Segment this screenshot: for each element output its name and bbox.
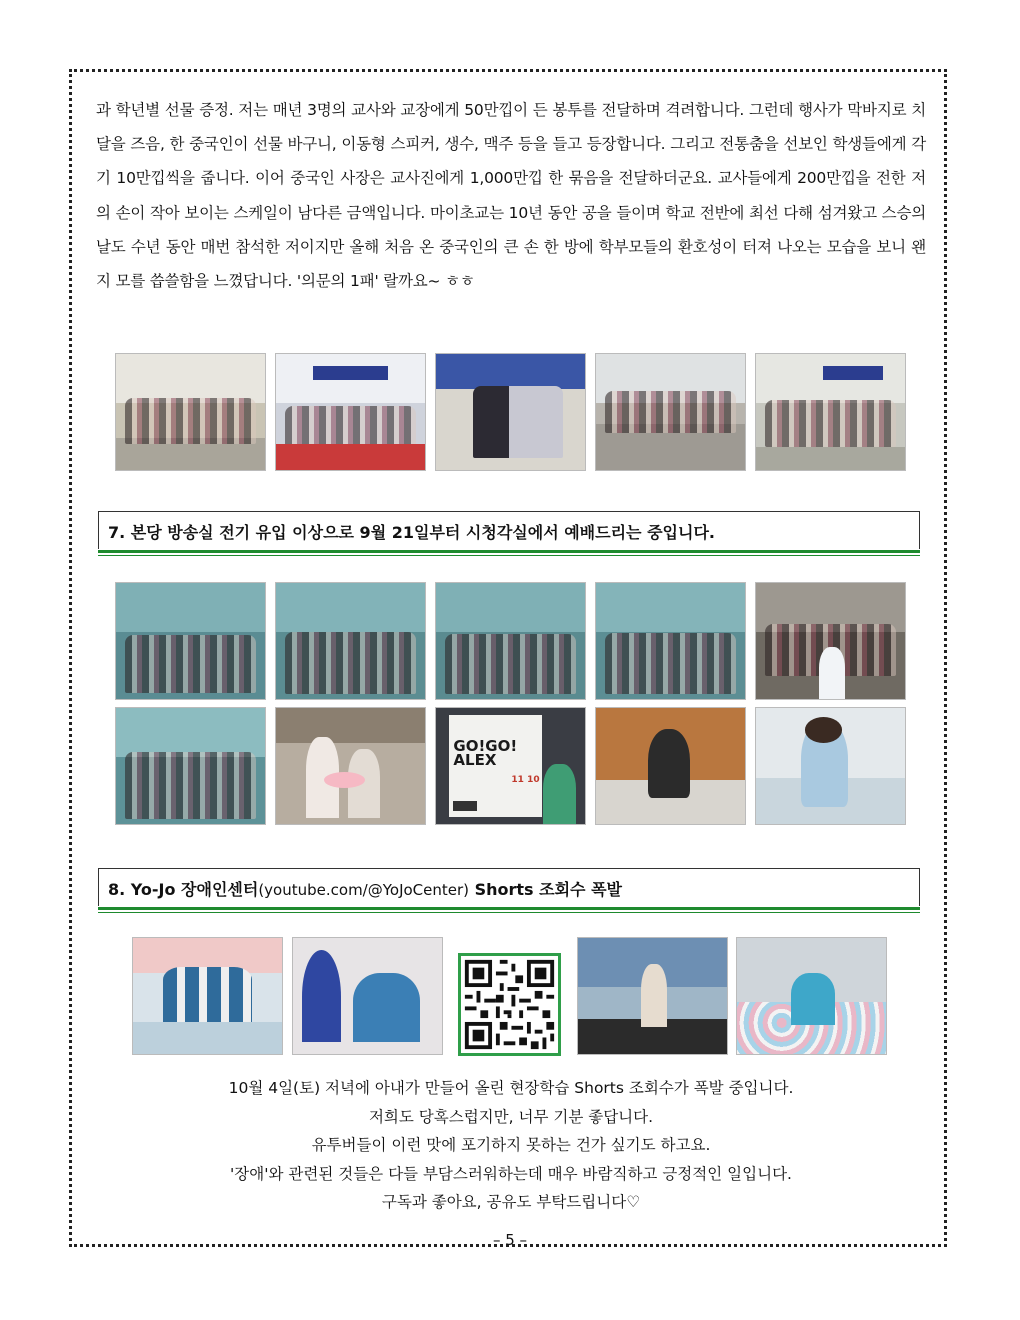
worship-photo-row-1 (115, 582, 906, 700)
worship-photo-4 (595, 582, 746, 700)
heading-underline (98, 907, 920, 910)
worship-photo-2 (275, 582, 426, 700)
prayer-boy-photo (595, 707, 746, 825)
heading-underline-thin (98, 555, 920, 556)
section-8-line-1: 10월 4일(토) 저녁에 아내가 만들어 올린 현장학습 Shorts 조회수가 폭발 중입니다. (228, 1079, 794, 1097)
ceremony-photo-3 (435, 353, 586, 471)
worship-photo-3 (435, 582, 586, 700)
ceremony-photo-1 (115, 353, 266, 471)
poster-title: GO!GO! ALEX (453, 736, 518, 769)
fieldtrip-photo-3 (577, 937, 728, 1055)
worship-photo-row-2 (115, 707, 906, 825)
youtube-qr-code[interactable] (458, 953, 561, 1056)
heading-underline (98, 550, 920, 553)
fieldtrip-photo-2 (292, 937, 443, 1055)
section-7-heading (98, 511, 920, 549)
page-number: – 5 – (492, 1231, 528, 1249)
ceremony-photo-2 (275, 353, 426, 471)
birthday-cake-photo (275, 707, 426, 825)
section-8-heading-prefix: 8. Yo-Jo 장애인센터 (108, 880, 259, 899)
section-8-line-4: '장애'와 관련된 것들은 다들 부담스러워하는데 매우 바람직하고 긍정적인 일입니다. (230, 1164, 792, 1183)
ceremony-photo-4 (595, 353, 746, 471)
ceremony-photo-row (115, 353, 906, 471)
section-8-heading (98, 868, 920, 906)
worship-photo-6 (115, 707, 266, 825)
section-8-heading-suffix: Shorts 조회수 폭발 (469, 880, 622, 899)
youtube-channel-link[interactable]: (youtube.com/@YoJoCenter) (258, 881, 470, 899)
body-paragraph: 과 학년별 선물 증정. 저는 매년 3명의 교사와 교장에게 50만낍이 든 봉투를 전달하며 격려합니다. 그런데 행사가 막바지로 치달을 즈음, 한 중국인이 선물 바구니, 이동형 스피커, 생수, 맥주 등을 들고 등장합니다. 그리고 전통춤을 선보인 학생들에게 각기 10만낍씩을 줍니다. 이어 중국인 사장은 교사진에게 1,000만낍 한 묶음을 전달하더군요. 교사들에게 200만낍을 전한 저의 손이 작아 보이는 스케일이 남다른 금액입니다. 마이초교는 10년 동안 공을 들이며 학교 전반에 최선 다해 섬겨왔고 스승의 날도 수년 동안 매번 참석한 저이지만 올해 처음 온 중국인의 큰 손 한 방에 학부모들의 환호성이 터져 나오는 모습을 보니 왠지 모를 씁쓸함을 느꼈답니다. '의문의 1패' 랄까요~ ㅎㅎ (96, 101, 926, 291)
heading-underline-thin (98, 912, 920, 913)
section-8-heading-text (108, 877, 622, 900)
section-8-line-5: 구독과 좋아요, 공유도 부탁드립니다♡ (381, 1193, 641, 1211)
section-8-body (96, 1074, 926, 1217)
fieldtrip-photo-4 (736, 937, 887, 1055)
qr-code-icon (461, 956, 558, 1053)
poster-photo (435, 707, 586, 825)
section-7-heading-text: 7. 본당 방송실 전기 유입 이상으로 9월 21일부터 시청각실에서 예배드리는 중입니다. (108, 523, 715, 542)
ceremony-photo-5 (755, 353, 906, 471)
poster-date: 11 10 (511, 774, 540, 785)
section-8-line-2: 저희도 당혹스럽지만, 너무 기분 좋답니다. (368, 1107, 654, 1126)
worship-photo-5 (755, 582, 906, 700)
fieldtrip-photo-1 (132, 937, 283, 1055)
worship-photo-1 (115, 582, 266, 700)
prayer-girl-photo (755, 707, 906, 825)
section-8-line-3: 유투버들이 이런 맛에 포기하지 못하는 건가 싶기도 하고요. (311, 1136, 711, 1154)
